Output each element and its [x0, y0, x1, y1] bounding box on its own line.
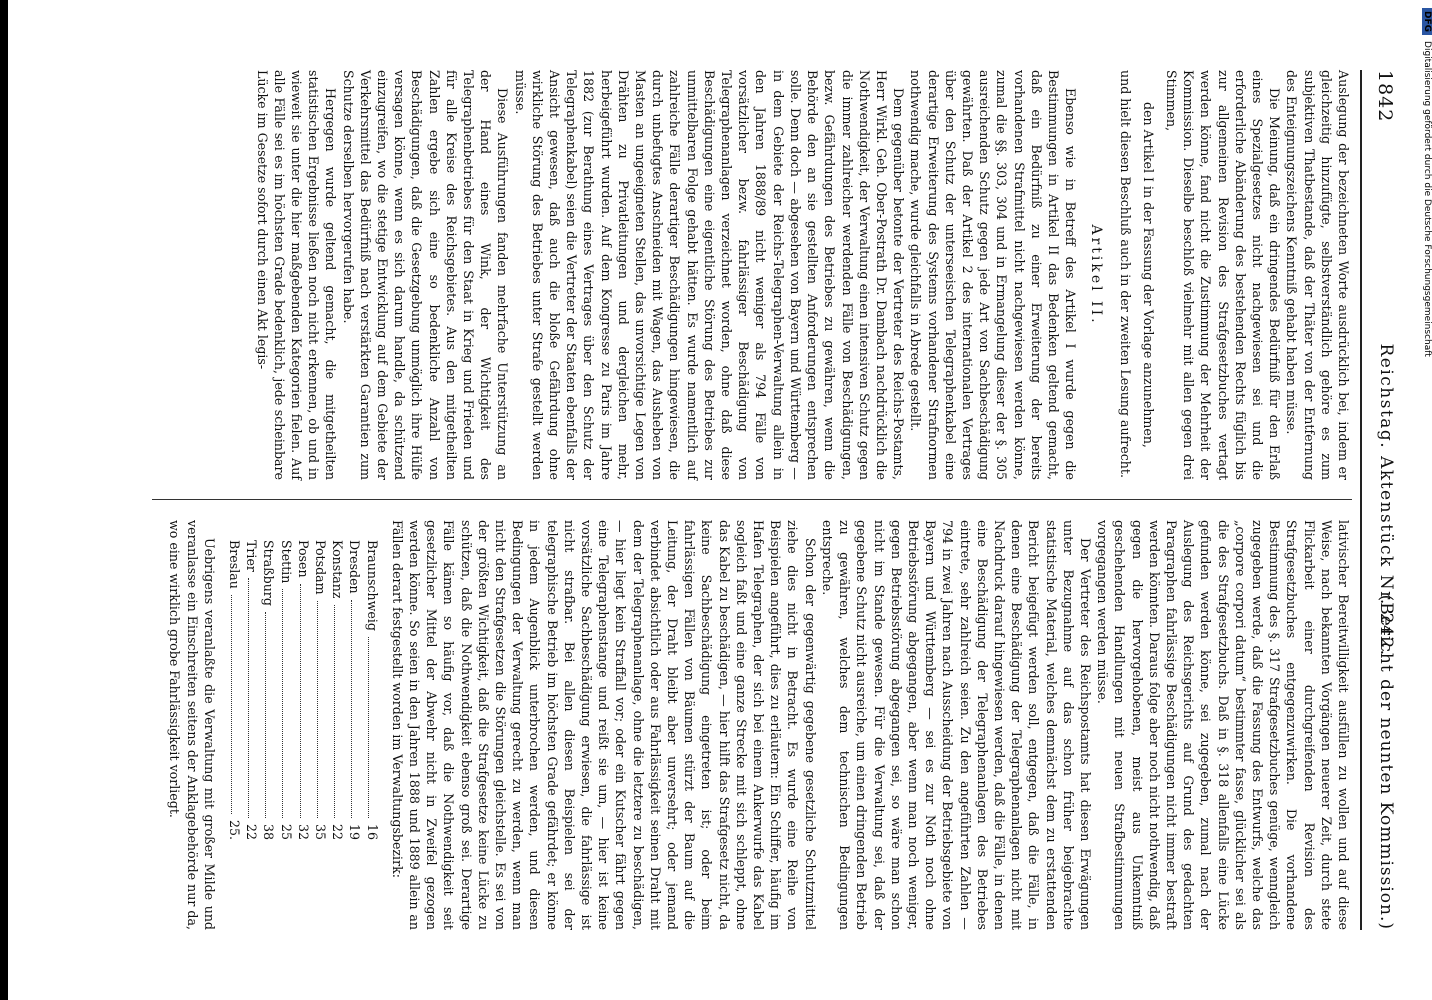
page-subtitle: (Bericht der neunten Kommission.): [1376, 594, 1396, 930]
city-name: Trier: [244, 540, 260, 572]
city-count: 22: [244, 823, 260, 840]
city-name: Stettin: [278, 540, 294, 584]
dot-leader: [282, 589, 294, 818]
header-rule: [1360, 70, 1362, 930]
left-column: [253, 70, 1352, 480]
city-count: 19: [347, 823, 363, 840]
resolution-text: den Artikel I in der Fassung der Vorlage anzunehmen,: [1140, 102, 1156, 448]
dot-leader: [248, 578, 260, 818]
funding-footer: [1418, 8, 1432, 993]
column-divider: [152, 499, 1352, 500]
city-name: Breslau: [227, 540, 242, 589]
city-name: Potsdam: [313, 540, 329, 595]
dot-leader: [265, 612, 277, 818]
paragraph: Uebrigens veranlaßte die Verwaltung mit großer Milde und veranlasse ein Einschreiten seitens der Anklagebehörde nur da, wo eine wirklich grobe Fahrlässigkeit vorliegt.: [167, 520, 217, 930]
paragraph: Diese Ausführungen fanden mehrfache Unterstützung an der Hand eines Wink, der Wichtigkeit des Telegraphenbetriebes für den Staat in Krieg und Frieden und für alle Kreise des Reichsgebietes. Aus den mitgetheilten Zahlen ergebe sich eine so bedenkliche Anzahl von Beschädigungen, daß die Gesetzgebung unmöglich ihre Hülfe versagen könne, wenn es sich darum handle, da schützend einzugreifen, wo die stetige Entwicklung auf dem Gebiete der Verkehrsmittel das Bedürfniß nach verstärkten Garantien zum Schutze derselben hervorgerufen habe.: [340, 70, 511, 480]
dot-leader: [317, 601, 329, 818]
city-count: 25.: [227, 819, 242, 840]
dot-leader: [231, 595, 243, 814]
dot-leader: [351, 600, 363, 818]
footer-line: [1422, 8, 1432, 993]
city-count: 22: [330, 823, 346, 840]
footer-text: Digitalisierung gefördert durch die Deutsche Forschungsgemeinschaft: [1422, 41, 1432, 357]
paragraph: Hergegen wurde geltend gemacht, die mitgetheilten statistischen Ergebnisse ließen noch nicht erkennen, ob und in wieweit sie unter die hier maßgebenden Kategorien fielen. Auf alle Fälle sei es im höchsten Grade bedenklich, jede scheinbare Lücke im Gesetze sofort durch einen Akt legis-: [254, 70, 339, 480]
paragraph: Dem gegenüber betonte der Vertreter des Reichs-Postamts, Herr Wirkl. Geh. Ober-Postrath Dr. Dambach nachdrücklich die Nothwendigkeit, der Verwaltung einen intensiven Schutz gegen die immer zahlreicher werdenden Fälle von Beschädigungen, bezw. Gefährdungen des Betriebes zu gewähren, wenn die Behörde den an sie gestellten Anforderungen entsprechen solle. Denn doch — abgesehen von Bayern und Württemberg — in dem Gebiete der Reichs-Telegraphen-Verwaltung allein in den Jahren 1888/89 nicht weniger als 794 Fälle von vorsätzlicher bezw. fahrlässiger Beschädigung von Telegraphenanlagen verzeichnet worden, ohne daß diese Beschädigungen eine eigentliche Störung des Betriebes zur unmittelbaren Folge gehabt hätten. Es wurde namentlich auf zahlreiche Fälle derartiger Beschädigungen hingewiesen, die durch unbefugtes Anschneiden mit Wagen, das Ausheben von Masten an ungeeigneten Stellen, das unvorsichtige Legen von Drähten zu Privatleitungen und dergleichen mehr, herbeigeführt wurden. Auf dem Kongresse zu Paris im Jahre 1882 (zur Berathung eines Vertrages über den Schutz der Telegraphenkabel) seien die Vertreter der Staaten ebenfalls der Ansicht gewesen, daß auch die bloße Gefährdung ohne wirkliche Störung des Betriebes unter Strafe gestellt werden müsse.: [512, 70, 907, 480]
page-number: 1842: [1374, 70, 1396, 123]
city-name: Dresden: [347, 540, 363, 594]
city-count: 25: [278, 823, 294, 840]
table-row: [277, 540, 294, 840]
dot-leader: [300, 584, 312, 818]
table-row: [295, 540, 312, 840]
page-header: [1364, 70, 1404, 930]
city-count: 38: [261, 823, 277, 840]
document-page: [114, 70, 1404, 930]
paragraph: Die Meinung, daß ein dringendes Bedürfniß für den Erlaß eines Spezialgesetzes nicht nachgewiesen sei und die erforderliche Abänderung des bestehenden Rechts füglich bis zur allgemeinen Revision des Strafgesetzbuches vertagt werden könne, fand nicht die Zustimmung der Mehrheit der Kommission. Dieselbe beschloß vielmehr mit allen gegen drei Stimmen,: [1163, 70, 1283, 480]
dot-leader: [334, 605, 346, 818]
city-count: 32: [295, 823, 311, 840]
city-count: 16: [364, 823, 380, 840]
city-name: Straßburg: [261, 540, 277, 606]
dfg-logo: DFG: [1422, 8, 1432, 35]
city-name: Posen: [295, 540, 311, 578]
section-heading: Artikel II.: [1088, 224, 1105, 326]
city-table: [226, 540, 381, 930]
right-column: [166, 520, 1352, 930]
paragraph: Der Vertreter des Reichspostamts hat diesen Erwägungen unter Bezugnahme auf das schon früher beigebrachte statistische Material, welches demnächst dem zu erstattenden Bericht beigefügt werden soll, entgegen, daß die Fälle, in denen eine Beschädigung der Telegraphenanlagen nicht mit Nachdruck darauf hingewiesen werden, daß die Fälle, in denen eine Beschädigung der Telegraphenanlagen des Betriebes eintrete, sehr zahlreich seien. Zu den angeführten Zahlen — 794 in zwei Jahren nach Ausscheidung der Betriebsgebiete von Bayern und Württemberg — sei es zur Noth noch ohne Betriebsstörung abgegangen, aber wenn man noch weniger, gegen Betriebsstörung abgegangen sei, so wäre man schon nicht im Stande gewesen. Für die Verwaltung sei, daß der gegebene Schutz nicht ausreiche, um einen dringenden Betrieb zu gewähren, welches dem technischen Bedingungen entspreche.: [819, 520, 1093, 930]
paragraph: und hielt diesen Beschluß auch in der zweiten Lesung aufrecht.: [1117, 70, 1133, 478]
table-row: [312, 540, 329, 840]
table-row: [346, 540, 363, 840]
city-name: Braunschweig: [364, 540, 380, 631]
page-title: Reichstag. Aktenstück Nr. 242.: [1376, 343, 1396, 657]
table-row: [260, 540, 277, 840]
paragraph: Schon der gegenwärtig gegebene gesetzliche Schutzmittel ziehe dies nicht in Betracht. Es wurde eine Reihe von Beispielen angeführt, dies zu erläutern: Ein Schiffer, häufig im Hafen Telegraphen, der sich bei einem Ankerwurfe das Kabel sogleich faßt und eine ganze Strecke mit sich schleppt, ohne das Kabel zu beschädigen, — hier hilft das Strafgesetz nicht, da keine Sachbeschädigung eingetreten ist; oder beim fahrlässigen Fällen von Bäumen stürzt der Baum auf die Leitung, der Draht bleibt aber unversehrt; oder jemand verbindet absichtlich oder aus Fahrlässigkeit seinen Draht mit dem der Telegraphenanlage, ohne die letztere zu beschädigen, — hier liegt kein Straffall vor; oder ein Kutscher fährt gegen eine Telegraphenstange und reißt sie um, — hier ist keine vorsätzliche Sachbeschädigung erwiesen, die fahrlässige ist nicht strafbar. Bei allen diesen Beispielen sei der telegraphische Betrieb im höchsten Grade gefährdet; er könne in jedem Augenblick unterbrochen werden, und diesen Bedingungen der Verwaltung gerecht zu werden, wenn man nicht den Strafgesetzen die Störungen gleichstelle. Es sei von der größten Wichtigkeit, daß die Strafgesetze keine Lücke zu schützen, daß die Nothwendigkeit ebenso groß sei. Derartige Fälle kämen so häufig vor, daß die Nothwendigkeit seit gesetzlicher Mittel der Abwehr nicht in Zweifel gezogen werden könne. So seien in den Jahren 1888 und 1889 allein an Fällen derart festgestellt worden im Verwaltungsbezirk:: [389, 520, 818, 930]
table-row: [329, 540, 346, 840]
city-count: 35: [313, 823, 329, 840]
table-row: [363, 540, 380, 840]
paragraph: lativischer Bereitwilligkeit ausfüllen zu wollen und auf diese Weise, nach bekannten Vorgängen neuerer Zeit, durch stete Flickarbeit einer durchgreifenden Revision des Strafgesetzbuches entgegenzuwirken. Die vorhandene Bestimmung des §. 317 Strafgesetzbuches genüge, wenngleich zugegeben werde, daß die Fassung des Entwurfs, welche das „corpore corpori datum“ bestimmter fasse, glücklicher sei als die des Strafgesetzbuchs. Daß in §. 318 allenfalls eine Lücke gefunden werden könne, sei zugegeben, zumal nach der Auslegung des Reichsgerichts auf Grund des gedachten Paragraphen fahrlässige Beschädigungen nicht immer bestraft werden könnten. Daraus folge aber noch nicht nothwendig, daß gegen die hervorgehobenen, meist aus Unkenntniß geschehenden Handlungen mit neuen Strafbestimmungen vorgegangen werden müsse.: [1095, 520, 1351, 930]
paragraph: Auslegung der bezeichneten Worte ausdrücklich bei, indem er gleichzeitig hinzufügte, selbstverständlich gehöre es zum subjektiven Thatbestande, daß der Thäter von der Entfernung des Enteignungszeichens Kenntniß gehabt haben müsse.: [1284, 70, 1351, 480]
table-row: [226, 540, 243, 840]
city-name: Konstanz: [330, 540, 346, 599]
paragraph: Ebenso wie in Betreff des Artikel I wurde gegen die Bestimmungen in Artikel II das Bedenken geltend gemacht, daß ein Bedürfniß zu einer Erweiterung der bereits vorhandenen Strafmittel nicht nachgewiesen werden könne, zumal die §§. 303, 304 und in Ermangelung dieser der §. 305 ausreichenden Schutz gegen jede Art von Sachbeschädigung gewährten. Daß der Artikel 2 des internationalen Vertrages über den Schutz der unterseeischen Telegraphenkabel eine derartige Erweiterung des Systems vorhandener Strafnormen nothwendig mache, wurde gleichfalls in Abrede gestellt.: [908, 70, 1079, 480]
table-row: [243, 540, 260, 840]
dot-leader: [368, 637, 380, 818]
